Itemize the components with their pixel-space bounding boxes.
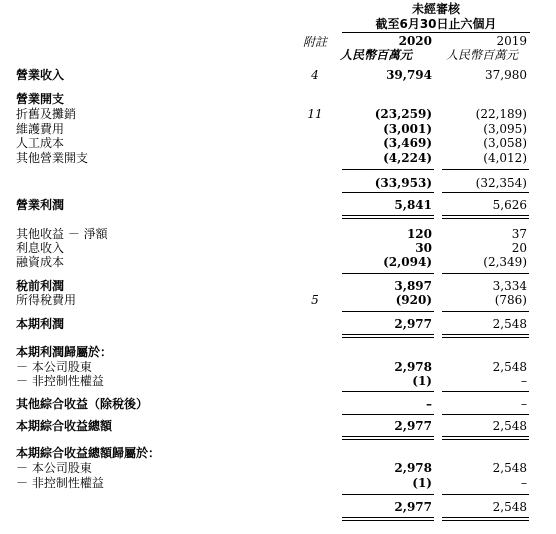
- rule-opex-2020: [342, 169, 434, 170]
- row-tci-nci-2019: –: [521, 476, 527, 490]
- row-oci-label: 其他綜合收益（除稅後）: [16, 397, 149, 411]
- row-depreciation-2019: (22,189): [475, 107, 527, 121]
- rule-final-2019-a: [442, 517, 529, 518]
- header-unaudited: 未經審核: [411, 2, 460, 16]
- row-total-ci-2019: 2,548: [492, 419, 527, 433]
- rule-final-2019-b: [442, 520, 529, 521]
- row-oci-2020: –: [426, 397, 432, 411]
- rule-op-2020-b: [342, 218, 434, 219]
- row-opex-total-2019: (32,354): [475, 176, 527, 190]
- row-other-income-2020: 120: [406, 227, 432, 241]
- row-attrib-equity-2019: 2,548: [492, 360, 527, 374]
- row-tci-equity-label: － 本公司股東: [16, 461, 92, 475]
- col-2020-year: 2020: [398, 34, 432, 48]
- rule-op-2019-b: [442, 218, 529, 219]
- row-finance-cost-2020: (2,094): [383, 255, 432, 269]
- row-depreciation-note: 11: [307, 107, 323, 121]
- rule-tax-2019: [442, 311, 529, 312]
- row-labour-2020: (3,469): [383, 136, 432, 150]
- row-total-ci-2020: 2,977: [394, 419, 432, 433]
- row-tci-equity-2020: 2,978: [394, 461, 432, 475]
- row-opex-header: 營業開支: [16, 92, 65, 106]
- rule-pp-2019-b: [442, 337, 529, 338]
- rule-tci-attrib-2020: [342, 494, 434, 495]
- rule-final-2020-a: [342, 517, 434, 518]
- rule-opex-total-2020: [342, 192, 434, 193]
- header-period: 截至6月30日止六個月: [375, 17, 497, 31]
- col-2020-unit: 人民幣百萬元: [340, 48, 413, 62]
- row-tci-nci-label: － 非控制性權益: [16, 476, 104, 490]
- row-tci-attrib-header: 本期綜合收益總額歸屬於：: [16, 446, 161, 460]
- col-note-header: 附註: [302, 35, 327, 49]
- row-other-opex-label: 其他營業開支: [16, 151, 89, 165]
- rule-final-2020-b: [342, 520, 434, 521]
- row-operating-profit-2020: 5,841: [394, 198, 432, 212]
- rule-attrib-2019: [442, 391, 529, 392]
- header-rule: [342, 32, 530, 33]
- row-total-ci-label: 本期綜合收益總額: [16, 419, 113, 433]
- row-opex-total-2020: (33,953): [374, 176, 432, 190]
- rule-op-2020-a: [342, 215, 434, 216]
- row-interest-income-2020: 30: [415, 241, 432, 255]
- rule-tci-2019-b: [442, 439, 529, 440]
- row-attrib-header: 本期利潤歸屬於：: [16, 345, 113, 359]
- rule-tci-2020-a: [342, 436, 434, 437]
- row-pbt-2020: 3,897: [394, 279, 432, 293]
- row-depreciation-label: 折舊及攤銷: [16, 107, 77, 121]
- rule-tci-attrib-2019: [442, 494, 529, 495]
- rule-op-2019-a: [442, 215, 529, 216]
- row-tci-equity-2019: 2,548: [492, 461, 527, 475]
- row-profit-period-2019: 2,548: [492, 317, 527, 331]
- row-labour-label: 人工成本: [16, 136, 65, 150]
- row-attrib-nci-label: － 非控制性權益: [16, 374, 104, 388]
- rule-tci-2019-a: [442, 436, 529, 437]
- row-operating-profit-2019: 5,626: [492, 198, 527, 212]
- row-pbt-label: 稅前利潤: [16, 279, 65, 293]
- row-maintenance-2020: (3,001): [383, 122, 432, 136]
- rule-fc-2019: [442, 273, 529, 274]
- row-other-income-label: 其他收益 － 淨額: [16, 227, 108, 241]
- rule-tci-2020-b: [342, 439, 434, 440]
- rule-pp-2020-a: [342, 334, 434, 335]
- rule-pp-2019-a: [442, 334, 529, 335]
- row-finance-cost-label: 融資成本: [16, 255, 65, 269]
- row-operating-profit-label: 營業利潤: [16, 198, 65, 212]
- row-revenue-label: 營業收入: [16, 68, 65, 82]
- row-interest-income-label: 利息收入: [16, 241, 65, 255]
- row-income-tax-2019: (786): [494, 293, 527, 307]
- row-attrib-equity-label: － 本公司股東: [16, 360, 92, 374]
- row-maintenance-2019: (3,095): [483, 122, 527, 136]
- row-interest-income-2019: 20: [511, 241, 527, 255]
- col-2019-year: 2019: [496, 34, 527, 48]
- rule-oci-2020: [342, 414, 434, 415]
- rule-opex-total-2019: [442, 192, 529, 193]
- row-tci-nci-2020: (1): [412, 476, 432, 490]
- row-other-opex-2020: (4,224): [383, 151, 432, 165]
- row-labour-2019: (3,058): [483, 136, 527, 150]
- rule-oci-2019: [442, 414, 529, 415]
- row-profit-period-label: 本期利潤: [16, 317, 65, 331]
- row-attrib-nci-2020: (1): [412, 374, 432, 388]
- row-maintenance-label: 維護費用: [16, 122, 65, 136]
- row-depreciation-2020: (23,259): [374, 107, 432, 121]
- col-2019-unit: 人民幣百萬元: [446, 48, 519, 62]
- row-tci-total-2019: 2,548: [492, 500, 527, 514]
- rule-opex-2019: [442, 169, 529, 170]
- row-other-income-2019: 37: [511, 227, 527, 241]
- rule-tax-2020: [342, 311, 434, 312]
- row-finance-cost-2019: (2,349): [483, 255, 527, 269]
- row-attrib-equity-2020: 2,978: [394, 360, 432, 374]
- rule-pp-2020-b: [342, 337, 434, 338]
- row-pbt-2019: 3,334: [492, 279, 527, 293]
- rule-attrib-2020: [342, 391, 434, 392]
- row-income-tax-2020: (920): [395, 293, 432, 307]
- row-oci-2019: –: [521, 397, 527, 411]
- row-attrib-nci-2019: –: [521, 374, 527, 388]
- row-income-tax-label: 所得稅費用: [16, 293, 77, 307]
- row-revenue-2020: 39,794: [386, 68, 432, 82]
- row-tci-total-2020: 2,977: [394, 500, 432, 514]
- row-income-tax-note: 5: [311, 293, 319, 307]
- row-revenue-note: 4: [311, 68, 319, 82]
- row-profit-period-2020: 2,977: [394, 317, 432, 331]
- row-other-opex-2019: (4,012): [483, 151, 527, 165]
- rule-fc-2020: [342, 273, 434, 274]
- row-revenue-2019: 37,980: [485, 68, 527, 82]
